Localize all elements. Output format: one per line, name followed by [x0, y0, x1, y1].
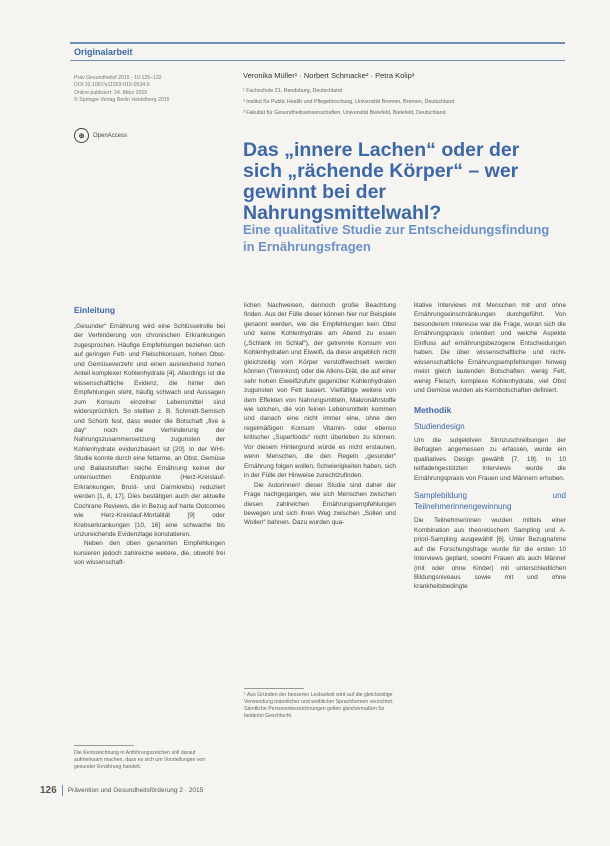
column-3 — [414, 301, 566, 592]
top-rule — [70, 42, 565, 44]
paragraph: lichen Nachweisen, dennoch große Beachtung finden. Aus der Fülle dieser können hier nur Beispiele genannt werden, wie die Empfehlungen kein Obst und keine Kohlenhydrate am Abend zu essen („Schlank im Schlaf“), der getrennte Konsum von Kohlenhydraten und Eiweiß, da diese angeblich nicht gleichzeitig vom Körper verstoffwechselt werden können (Trennkost) oder die Atkins-Diät, die auf einer sehr hohen Eiweißzufuhr gegenüber Kohlenhydraten zugunsten von Fett basiert. Vielfältige weitere von dem Effekten von Nahrungsmitteln, Makronährstoffe wie solchen, die von feinen Lebensmitteln kommen und danach eine nicht immer eine, ohne den regelmäßigen Konsum Vitamin- oder ebenso kritischer „Superfoods“ nicht überleben zu können. Vor diesem Hintergrund würde es nicht erstaunen, wenn Menschen, die den Regeln „gesunder“ Ernährung folgen wollen, Schwierigkeiten haben, sich in der Fülle der Hinweise zurechtzufinden. — [244, 302, 396, 480]
subsection-heading: Studiendesign — [414, 421, 465, 431]
meta-line: © Springer-Verlag Berlin Heidelberg 2015 — [74, 96, 170, 103]
article-subtitle: Eine qualitative Studie zur Entscheidungsfindung in Ernährungsfragen — [243, 222, 550, 254]
paragraph: Die Teilnehmerinnen wurden mittels einer Kombination aus theoretischem Sampling und A-priori-Sampling ausgewählt [6]. Unter Bezugnahme auf die Forschungsfrage wurde für die ersten 10 Interviews geplant, sowohl Frauen als auch Männer (mit oder ohne Kinder) mit unterschiedlichen Bildungsniveaus sowie mit und ohne krankheitsbedingte — [414, 517, 566, 591]
paragraph: Um die subjektiven Sinnzuschreibungen der Befragten angemessen zu erfassen, wurde ein qualitatives Design gewählt [7, 19]. In 10 leitfadengestützten Interviews wurde die Ernährungspraxis von Frauen und Männern erhoben. — [414, 437, 566, 482]
header-rule — [70, 60, 565, 61]
open-access-badge — [74, 128, 127, 143]
open-access-label: OpenAccess — [93, 132, 128, 139]
affiliation: ² Institut für Public Health und Pflegeforschung, Universität Bremen, Bremen, Deutschland — [243, 99, 455, 105]
footnote: Die Kennzeichnung in Anführungszeichen soll darauf aufmerksam machen, dass es sich um Vorstellungen von gesunder Ernährung handelt. — [74, 750, 206, 770]
paragraph: Die Autorinnen¹ dieser Studie sind daher der Frage nachgegangen, wie sich Menschen zwischen diesen zahlreichen Ernährungsempfehlungen bewegen und sich ihren Weg zwischen „Sollen und Wollen“ bahnen. Dazu wurden qua- — [244, 481, 396, 527]
meta-line: Präv Gesundheitsf 2015 · 10:126–132 — [74, 75, 162, 81]
open-access-icon: ⊕ — [74, 128, 89, 143]
affiliation: ¹ Fachschule 21, Rendsburg, Deutschland — [243, 88, 342, 94]
column-2 — [244, 301, 396, 528]
meta-line: DOI 10.1007/s11553-015-0534-5 — [74, 82, 150, 89]
footer-divider — [62, 785, 63, 796]
page-footer — [40, 785, 203, 796]
section-heading-einleitung: Einleitung — [74, 305, 116, 315]
journal-name: Prävention und Gesundheitsförderung 2 · 2015 — [67, 787, 204, 794]
subsection-heading: Samplebildung und Teilnehmerinnengewinnung — [414, 491, 566, 511]
affiliation: ³ Fakultät für Gesundheitswissenschaften, Universität Bielefeld, Bielefeld, Deutschland — [243, 110, 446, 116]
page-number: 126 — [40, 785, 57, 796]
paragraph: litative Interviews mit Menschen mit und ohne Ernährungseinschränkungen durchgeführt. Von besonderem Interesse war die Frage, woran sich die Ernährungspraxis orientiert und welche Aspekte Einfluss auf ernährungsbezogene Entscheidungen haben. Die über wissenschaftliche und nicht-wissenschaftliche Ernährungsempfehlungen hinweg meist gleich lautenden Botschaften: wenig Fett, wenig Fleisch, komplexe Kohlenhydrate, viel Obst und Gemüse wurden als Kernbotschaften definiert. — [414, 302, 566, 395]
section-label: Originalarbeit — [74, 47, 133, 57]
article-title: Das „innere Lachen“ oder der sich „rächende Körper“ – wer gewinnt bei der Nahrungsmittelwahl? — [243, 139, 520, 224]
footnote-rule — [244, 688, 304, 689]
meta-line: Online publiziert: 24. März 2015 — [74, 89, 148, 96]
authors: Veronika Müller¹ · Norbert Schmacke² · Petra Kolip³ — [243, 71, 415, 80]
footnote: ¹ Aus Gründen der besseren Lesbarkeit wird auf die gleichzeitige Verwendung männlicher und weiblicher Sprachformen verzichtet. Sämtliche Personenbezeichnungen gelten gleichermaßen für beiderlei Geschlecht. — [244, 692, 394, 719]
affiliations — [243, 86, 563, 119]
paragraph: Neben den oben genannten Empfehlungen kursieren jedoch zahlreiche weitere, die, obwohl frei von wissenschaft- — [74, 540, 225, 567]
paragraph: „Gesunder“ Ernährung wird eine Schlüsselrolle bei der Verhinderung von chronischen Erkrankungen zugesprochen. Häufige Empfehlungen beziehen sich auf geringen Fett- und Fleischkonsum, hohen Obst- und Gemüseverzehr und einen ausreichend hohen Anteil komplexer Kohlenhydrate [4]. Allerdings ist die wissenschaftliche Evidenz, die hinter den Empfehlungen steht, häufig schwach und Aussagen zum Konsum einzelner Lebensmittel sind widersprüchlich. So stellten z. B. Schmidt-Semisch und Schorb fest, dass weder die Botschaft „five a day“ noch die Verhinderung der Nahrungszusammensetzung zugunsten der Kohlenhydrate evidenzbasiert ist [20]. In der WHI-Studie konnte durch eine fettarme, an Obst, Gemüse und Ballaststoffen reiche Ernährung keiner der untersuchten Endpunkte (Herz-Kreislauf-Erkrankungen, Brust- und Darmkrebs) reduziert werden [1, 8, 17]. Dies bestätigen auch der aktuelle Cochrane Reviews, die in Bezug auf harte Outcomes wie Herz-Kreislauf-Mortalität [9] oder Krebserkrankungen [10, 16] eine schwache bis unzureichende Evidenzlage konstatieren. — [74, 323, 225, 538]
section-heading-methodik: Methodik — [414, 404, 452, 415]
column-1 — [74, 304, 225, 568]
footnote-rule — [74, 745, 134, 746]
article-meta — [74, 75, 234, 104]
